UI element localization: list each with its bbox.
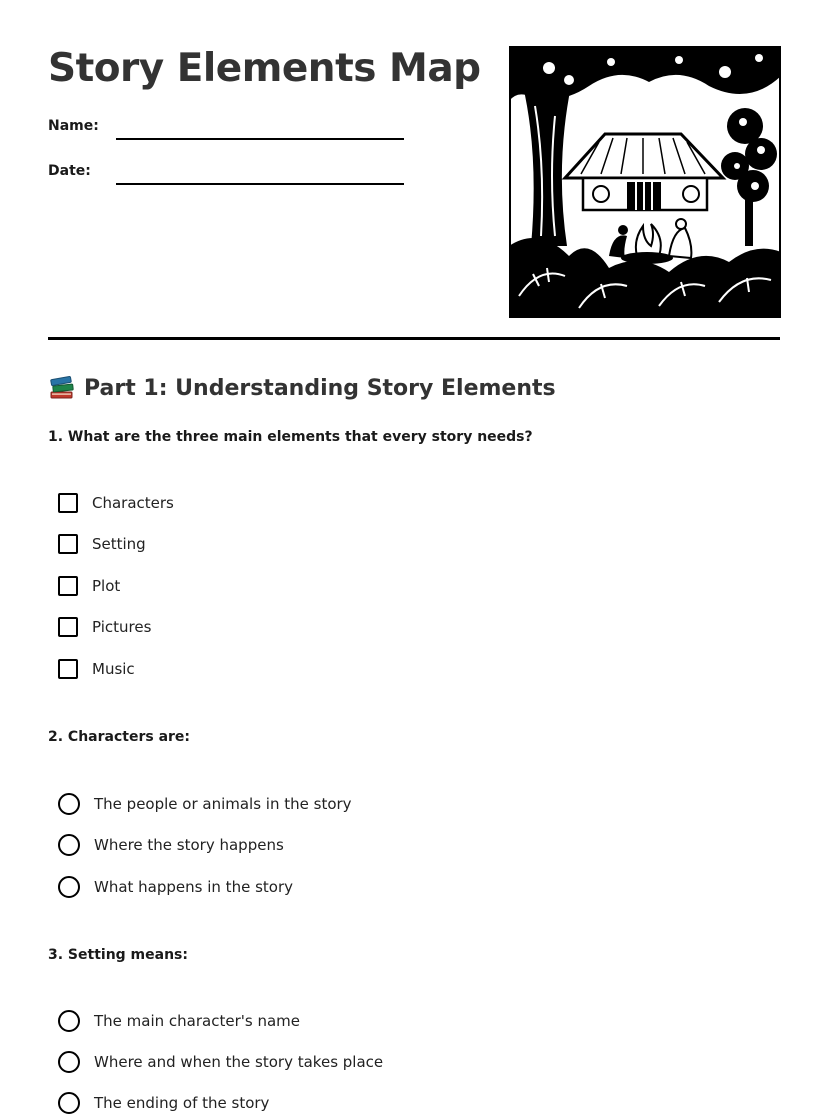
page-title: Story Elements Map xyxy=(48,46,481,91)
checkbox[interactable] xyxy=(58,493,78,513)
question-2: 2. Characters are: xyxy=(48,729,191,745)
question-3: 3. Setting means: xyxy=(48,947,188,963)
option-people-or-animals[interactable] xyxy=(58,792,352,816)
option-label: Music xyxy=(92,660,135,678)
radio-button[interactable] xyxy=(58,834,80,856)
date-label: Date: xyxy=(48,163,91,179)
radio-button[interactable] xyxy=(58,1051,80,1073)
village-hut-campfire-illustration xyxy=(509,46,781,318)
radio-button[interactable] xyxy=(58,1092,80,1114)
option-label: Pictures xyxy=(92,618,152,636)
radio-button[interactable] xyxy=(58,876,80,898)
option-where-story-happens[interactable] xyxy=(58,833,284,857)
radio-button[interactable] xyxy=(58,793,80,815)
section-title xyxy=(48,374,556,402)
option-label: The people or animals in the story xyxy=(94,795,352,813)
option-music[interactable] xyxy=(58,657,135,681)
question-1: 1. What are the three main elements that every story needs? xyxy=(48,429,533,445)
checkbox[interactable] xyxy=(58,534,78,554)
option-label: The main character's name xyxy=(94,1012,300,1030)
option-label: Plot xyxy=(92,577,121,595)
option-label: Where the story happens xyxy=(94,836,284,854)
radio-button[interactable] xyxy=(58,1010,80,1032)
checkbox[interactable] xyxy=(58,576,78,596)
date-line[interactable] xyxy=(116,183,404,185)
books-icon xyxy=(48,374,76,402)
option-characters[interactable] xyxy=(58,491,174,515)
checkbox[interactable] xyxy=(58,659,78,679)
date-field[interactable] xyxy=(48,163,408,187)
option-plot[interactable] xyxy=(58,574,120,598)
option-label: Characters xyxy=(92,494,174,512)
name-label: Name: xyxy=(48,118,99,134)
option-setting[interactable] xyxy=(58,532,146,556)
option-label: Where and when the story takes place xyxy=(94,1053,384,1071)
option-pictures[interactable] xyxy=(58,615,151,639)
option-where-and-when[interactable] xyxy=(58,1050,383,1074)
option-ending[interactable] xyxy=(58,1091,269,1115)
option-what-happens[interactable] xyxy=(58,875,293,899)
checkbox[interactable] xyxy=(58,617,78,637)
option-label: What happens in the story xyxy=(94,878,293,896)
header-divider xyxy=(48,337,780,340)
option-main-character-name[interactable] xyxy=(58,1009,300,1033)
name-line[interactable] xyxy=(116,138,404,140)
section-title-text: Part 1: Understanding Story Elements xyxy=(84,375,556,401)
name-field[interactable] xyxy=(48,118,408,142)
option-label: Setting xyxy=(92,535,146,553)
option-label: The ending of the story xyxy=(94,1094,270,1112)
